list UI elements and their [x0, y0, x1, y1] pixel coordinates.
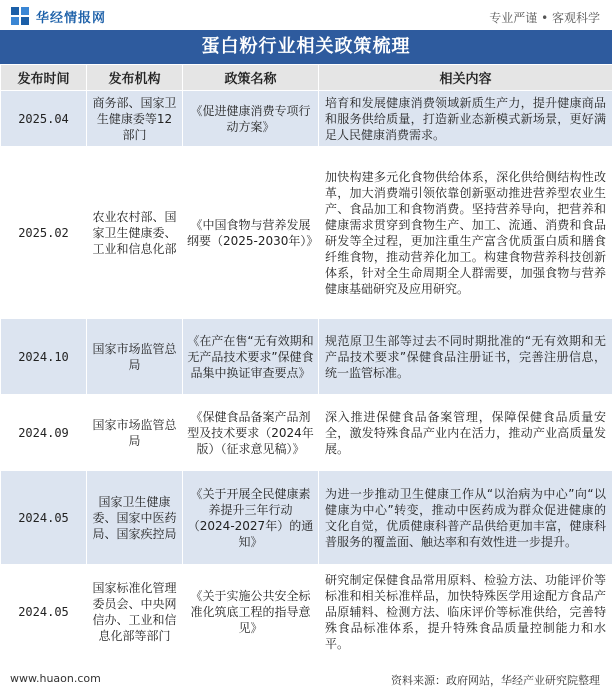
row-date: 2024.10 — [1, 319, 87, 395]
source-note: 资料来源：政府网站，华经产业研究院整理 — [391, 674, 600, 687]
row-date: 2025.02 — [1, 147, 87, 319]
table-row — [1, 471, 612, 565]
policy-table — [0, 64, 612, 659]
table-row — [1, 395, 612, 471]
table-row — [1, 91, 612, 147]
row-policy-name: 《保健食品备案产品剂型及技术要求（2024年版）（征求意见稿）》 — [183, 395, 319, 471]
row-content: 加快构建多元化食物供给体系，深化供给侧结构性改革，加大消费端引领依靠创新驱动推进营养型农业生产、食品加工和食物消费。坚持营养导向，把营养和健康需求贯穿到食物生产、加工、流通、消费和食品研发等全过程，更加注重生产富含优质蛋白质和膳食纤维食物，推动营养化加工。构建食物营养科技创新体系，针对全生命周期全人群需要，加强食物与营养健康基础研究及应用研究。 — [319, 147, 612, 319]
row-org: 国家卫生健康委、国家中医药局、国家疾控局 — [87, 471, 183, 565]
top-bar — [0, 0, 612, 30]
table-row — [1, 147, 612, 319]
row-content: 研究制定保健食品常用原料、检验方法、功能评价等标准和相关标准样品，加快特殊医学用途配方食品产品原辅料、检测方法、临床评价等标准供给，完善特殊食品标准体系，提升特殊食品质量控制能力和水平。 — [319, 565, 612, 659]
row-content: 培育和发展健康消费领域新质生产力，提升健康商品和服务供给质量，打造新业态新模式新场景，更好满足人民健康消费需求。 — [319, 91, 612, 147]
huajing-logo-icon — [10, 6, 30, 26]
row-date: 2025.04 — [1, 91, 87, 147]
row-org: 农业农村部、国家卫生健康委、工业和信息化部 — [87, 147, 183, 319]
brand-name: 华经情报网 — [36, 10, 107, 26]
tagline: 专业严谨 • 客观科学 — [489, 11, 600, 25]
website-link[interactable]: www.huaon.com — [10, 672, 101, 685]
row-policy-name: 《关于实施公共安全标准化筑底工程的指导意见》 — [183, 565, 319, 659]
page-title: 蛋白粉行业相关政策梳理 — [0, 30, 612, 64]
column-header-content: 相关内容 — [319, 65, 612, 91]
row-content: 深入推进保健食品备案管理，保障保健食品质量安全，激发特殊食品产业内在活力，推动产业高质量发展。 — [319, 395, 612, 471]
footer — [0, 664, 612, 693]
row-org: 国家标准化管理委员会、中央网信办、工业和信息化部等部门 — [87, 565, 183, 659]
table-row — [1, 565, 612, 659]
row-content: 为进一步推动卫生健康工作从“以治病为中心”向“以健康为中心”转变，推动中医药成为群众促进健康的文化自觉，优质健康科普产品供给更加丰富，健康科普服务的覆盖面、触达率和有效性进一步提升。 — [319, 471, 612, 565]
row-date: 2024.09 — [1, 395, 87, 471]
row-content: 规范原卫生部等过去不同时期批准的“无有效期和无产品技术要求”保健食品注册证书，完善注册信息，统一监管标准。 — [319, 319, 612, 395]
row-policy-name: 《促进健康消费专项行动方案》 — [183, 91, 319, 147]
row-policy-name: 《关于开展全民健康素养提升三年行动（2024-2027年）的通知》 — [183, 471, 319, 565]
row-date: 2024.05 — [1, 471, 87, 565]
column-header-date: 发布时间 — [1, 65, 87, 91]
table-row — [1, 319, 612, 395]
column-header-policy: 政策名称 — [183, 65, 319, 91]
brand-logo[interactable] — [10, 6, 106, 26]
row-org: 商务部、国家卫生健康委等12部门 — [87, 91, 183, 147]
row-org: 国家市场监管总局 — [87, 395, 183, 471]
row-policy-name: 《中国食物与营养发展纲要（2025-2030年）》 — [183, 147, 319, 319]
row-date: 2024.05 — [1, 565, 87, 659]
row-policy-name: 《在产在售“无有效期和无产品技术要求”保健食品集中换证审查要点》 — [183, 319, 319, 395]
row-org: 国家市场监管总局 — [87, 319, 183, 395]
column-header-org: 发布机构 — [87, 65, 183, 91]
table-header-row — [1, 65, 612, 91]
